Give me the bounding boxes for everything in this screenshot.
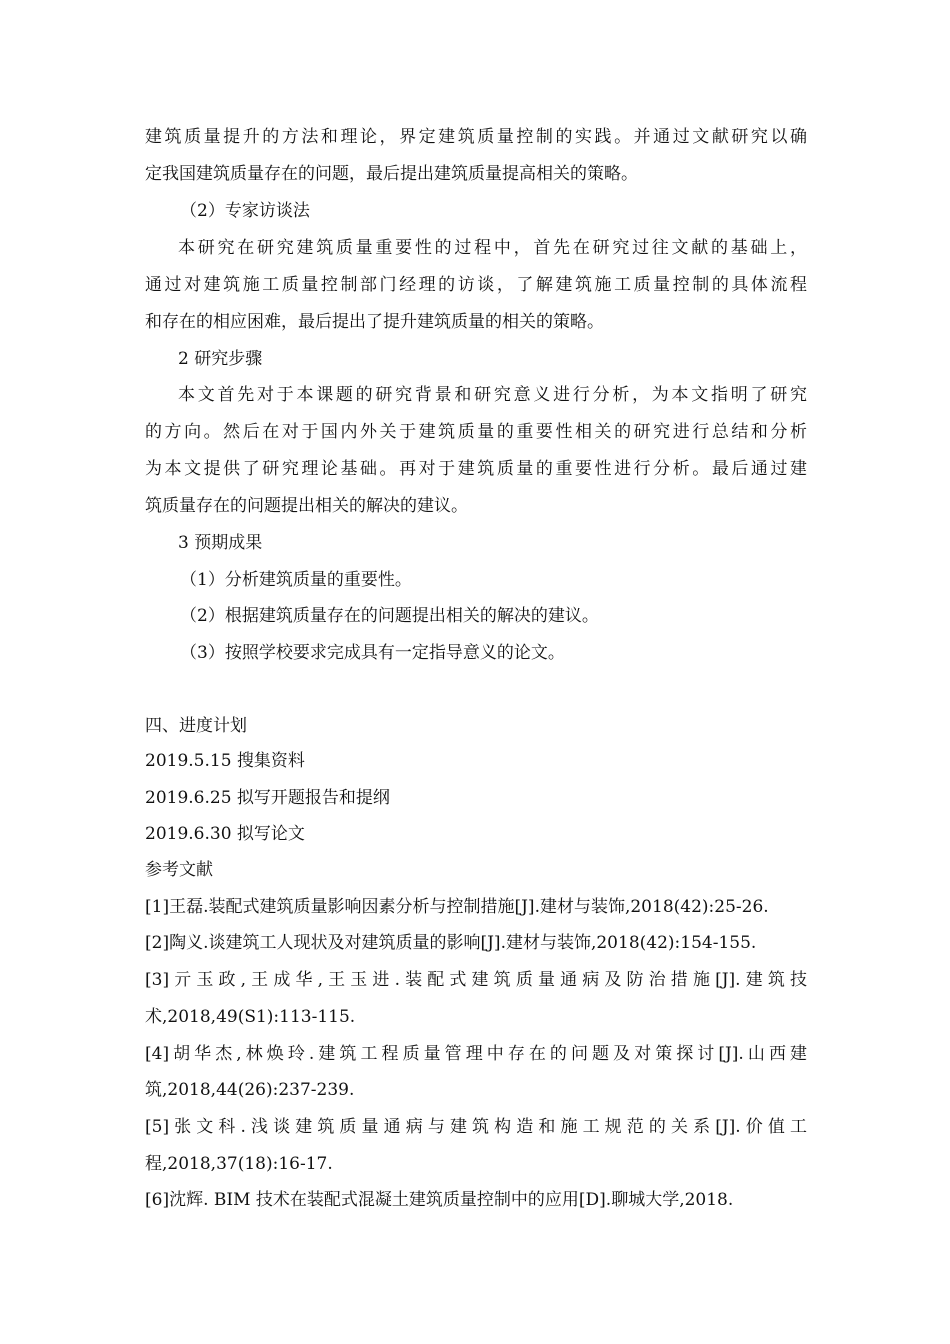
paragraph-line: 为本文提供了研究理论基础。再对于建筑质量的重要性进行分析。最后通过建 (145, 459, 807, 479)
reference-line: [3]亓玉政,王成华,王玉进.装配式建筑质量通病及防治措施[J].建筑技 (145, 970, 807, 990)
list-item: （2）根据建筑质量存在的问题提出相关的解决的建议。 (180, 606, 599, 626)
schedule-item: 2019.6.30 拟写论文 (145, 824, 305, 844)
paragraph-line: 筑质量存在的问题提出相关的解决的建议。 (145, 496, 468, 516)
paragraph-line: 通过对建筑施工质量控制部门经理的访谈，了解建筑施工质量控制的具体流程 (145, 275, 807, 295)
section-heading-references: 参考文献 (145, 860, 213, 880)
reference-line: [1]王磊.装配式建筑质量影响因素分析与控制措施[J].建材与装饰,2018(42):25-26. (145, 897, 769, 917)
reference-line: [5]张文科.浅谈建筑质量通病与建筑构造和施工规范的关系[J].价值工 (145, 1117, 807, 1137)
subheading-research-steps: 2 研究步骤 (178, 349, 263, 369)
paragraph-line: 建筑质量提升的方法和理论，界定建筑质量控制的实践。并通过文献研究以确 (145, 127, 807, 147)
paragraph-line: 的方向。然后在对于国内外关于建筑质量的重要性相关的研究进行总结和分析 (145, 422, 807, 442)
reference-line: 程,2018,37(18):16-17. (145, 1154, 333, 1174)
reference-line: [4]胡华杰,林焕玲.建筑工程质量管理中存在的问题及对策探讨[J].山西建 (145, 1044, 807, 1064)
schedule-item: 2019.6.25 拟写开题报告和提纲 (145, 788, 390, 808)
list-item: （3）按照学校要求完成具有一定指导意义的论文。 (180, 643, 565, 663)
reference-line: 术,2018,49(S1):113-115. (145, 1007, 356, 1027)
section-heading-schedule: 四、进度计划 (145, 716, 247, 736)
schedule-item: 2019.5.15 搜集资料 (145, 751, 305, 771)
subheading-expected-results: 3 预期成果 (178, 533, 263, 553)
reference-line: [6]沈辉. BIM 技术在装配式混凝土建筑质量控制中的应用[D].聊城大学,2018. (145, 1190, 734, 1210)
paragraph-line: 本研究在研究建筑质量重要性的过程中，首先在研究过往文献的基础上， (178, 238, 807, 258)
reference-line: 筑,2018,44(26):237-239. (145, 1080, 355, 1100)
paragraph-line: 本文首先对于本课题的研究背景和研究意义进行分析，为本文指明了研究 (178, 385, 807, 405)
paragraph-line: 和存在的相应困难，最后提出了提升建筑质量的相关的策略。 (145, 312, 604, 332)
list-item: （1）分析建筑质量的重要性。 (180, 570, 412, 590)
subheading-expert-interview: （2）专家访谈法 (180, 201, 310, 221)
paragraph-line: 定我国建筑质量存在的问题，最后提出建筑质量提高相关的策略。 (145, 164, 638, 184)
reference-line: [2]陶义.谈建筑工人现状及对建筑质量的影响[J].建材与装饰,2018(42):154-155. (145, 933, 757, 953)
